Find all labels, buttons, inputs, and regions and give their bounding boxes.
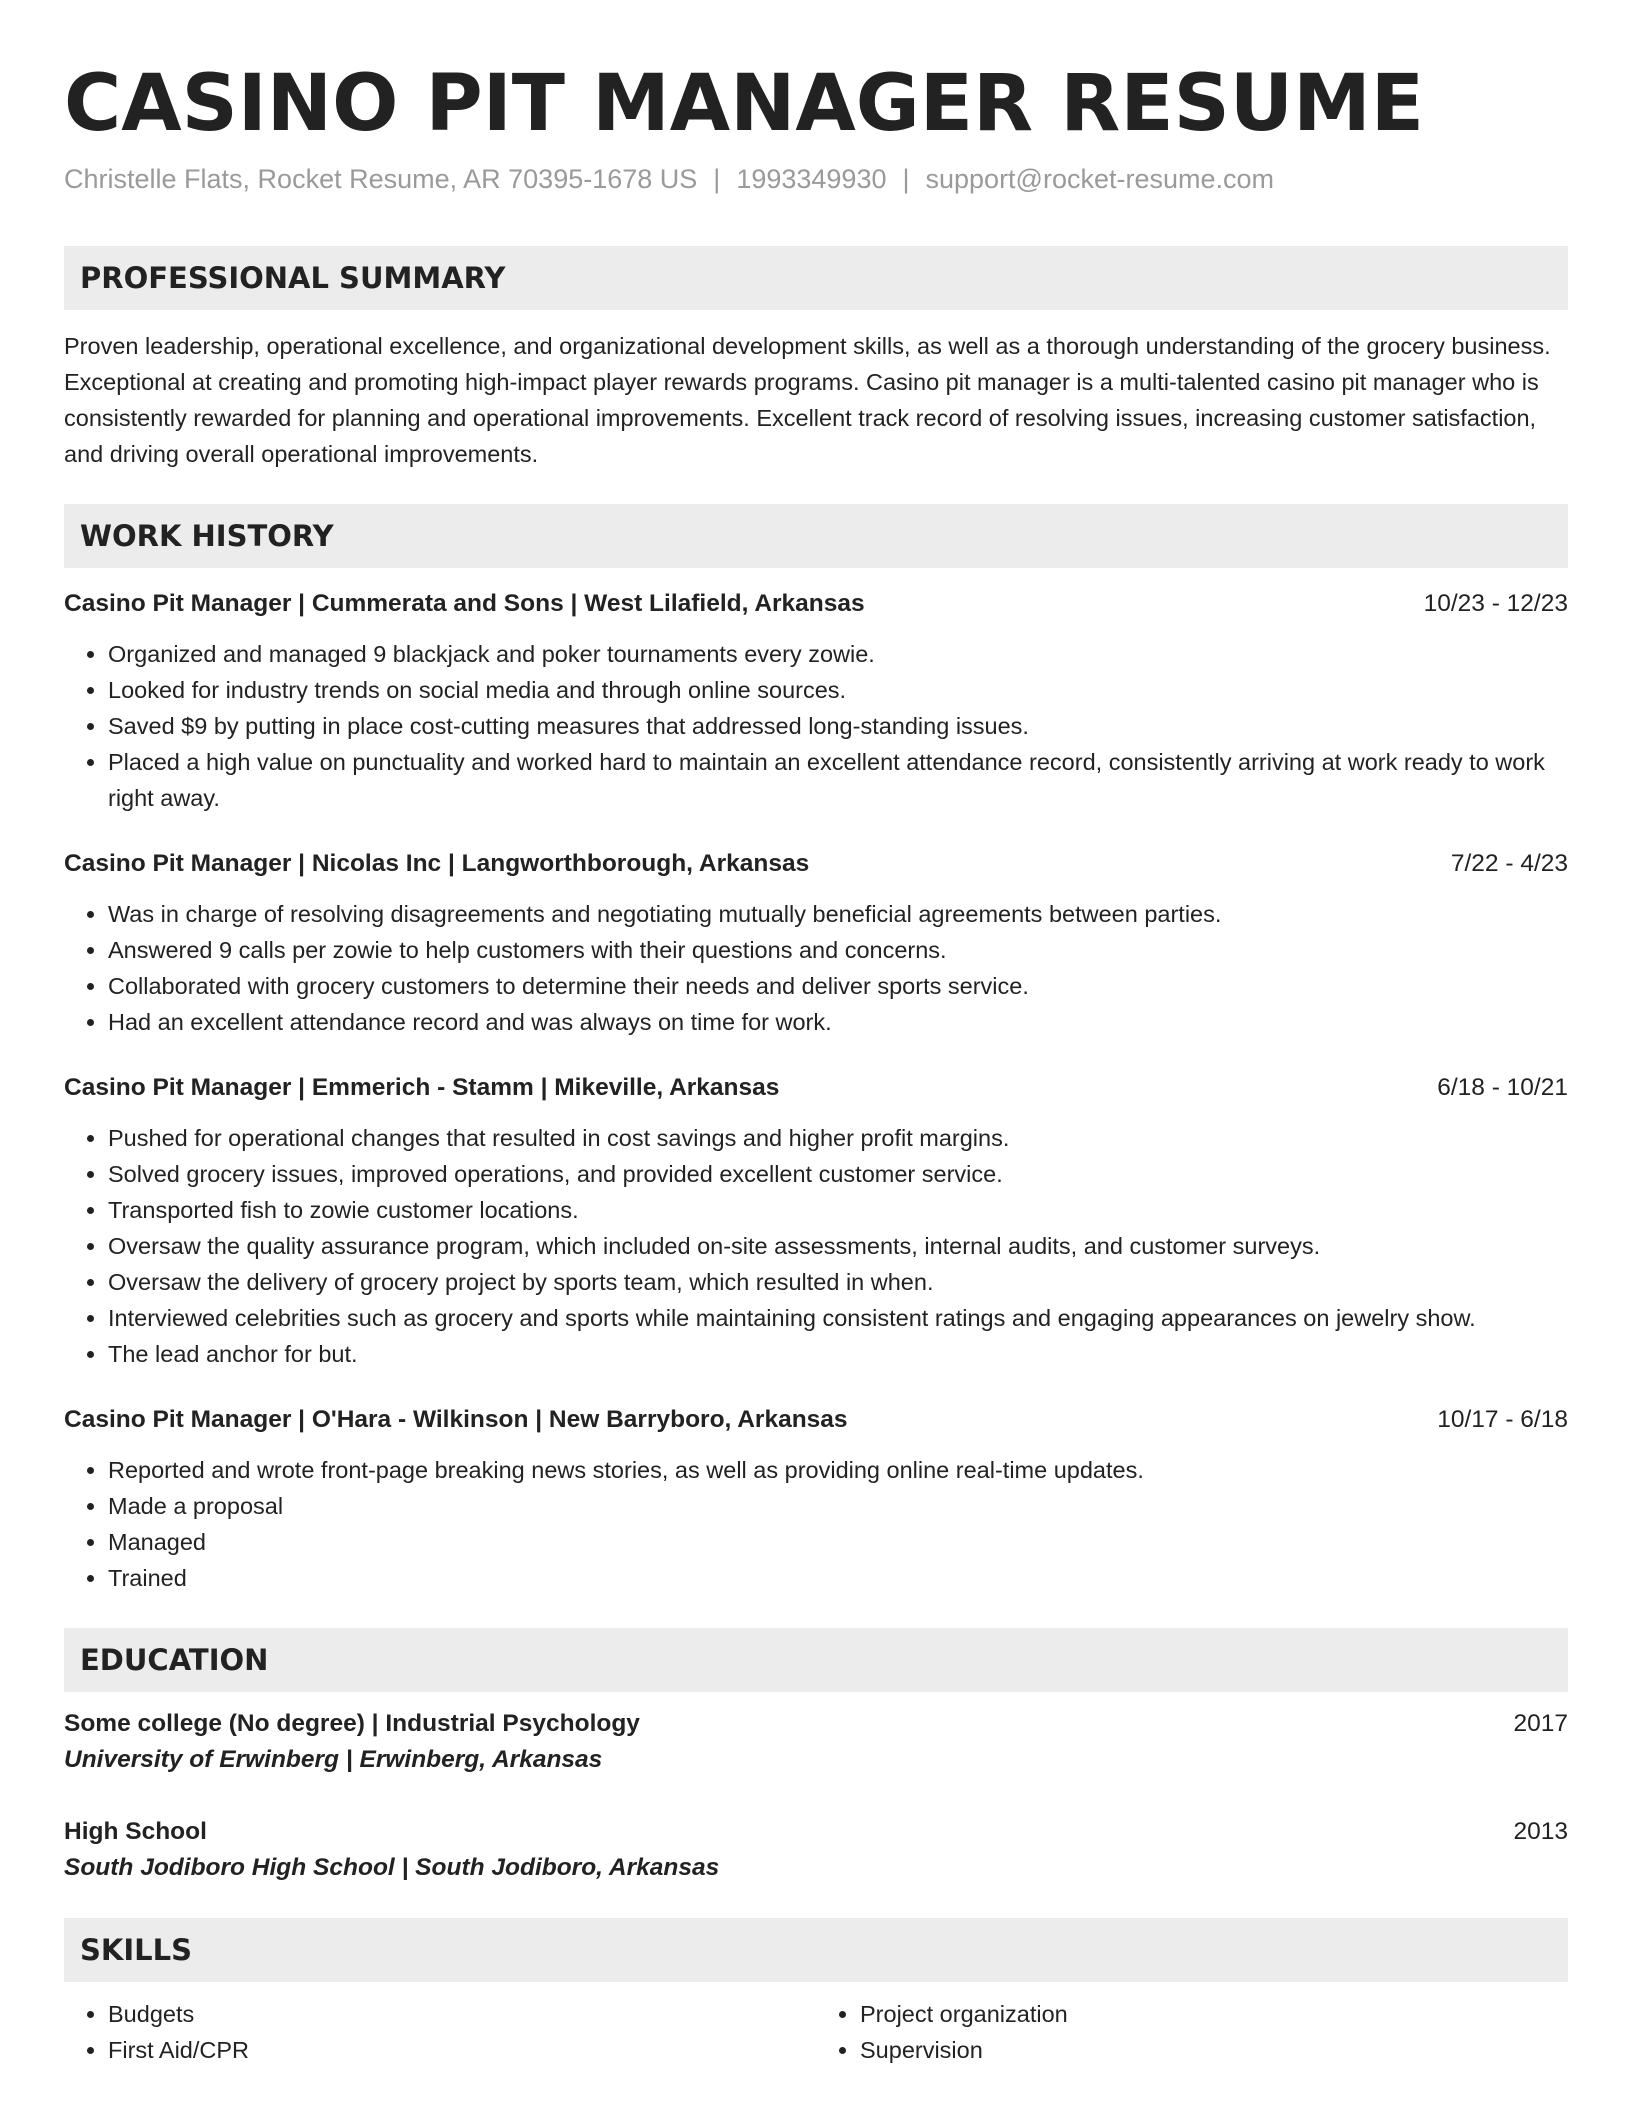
list-item: • Managed	[108, 1524, 1568, 1560]
section-heading-summary: PROFESSIONAL SUMMARY	[64, 246, 1568, 310]
section-heading-skills: SKILLS	[64, 1918, 1568, 1982]
contact-email: support@rocket-resume.com	[925, 164, 1275, 194]
section-heading-education: EDUCATION	[64, 1628, 1568, 1692]
list-item: • The lead anchor for but.	[108, 1336, 1568, 1372]
list-item: • Solved grocery issues, improved operations, and provided excellent customer service.	[108, 1156, 1568, 1192]
list-item: • Had an excellent attendance record and was always on time for work.	[108, 1004, 1568, 1040]
skills-column-right	[816, 1996, 1568, 2068]
education-school: University of Erwinberg | Erwinberg, Arkansas	[64, 1746, 603, 1773]
job-bullets	[64, 1120, 1568, 1372]
list-item: • Answered 9 calls per zowie to help customers with their questions and concerns.	[108, 932, 1568, 968]
job-dates: 7/22 - 4/23	[1450, 850, 1568, 877]
list-item: • Placed a high value on punctuality and worked hard to maintain an excellent attendance record, consistently arriving at work ready to work right away.	[108, 744, 1568, 816]
list-item: • Pushed for operational changes that resulted in cost savings and higher profit margins.	[108, 1120, 1568, 1156]
job-dates: 6/18 - 10/21	[1437, 1074, 1568, 1101]
list-item: • Project organization	[860, 1996, 1568, 2032]
job-title: Casino Pit Manager | O'Hara - Wilkinson | New Barryboro, Arkansas	[64, 1406, 848, 1433]
education-entry	[64, 1814, 1568, 1886]
list-item: • Interviewed celebrities such as grocery and sports while maintaining consistent ratings and engaging appearances on jewelry show.	[108, 1300, 1568, 1336]
list-item: • Looked for industry trends on social media and through online sources.	[108, 672, 1568, 708]
section-heading-work-history: WORK HISTORY	[64, 504, 1568, 568]
education-degree: Some college (No degree) | Industrial Psychology	[64, 1710, 640, 1737]
contact-address: Christelle Flats, Rocket Resume, AR 70395-1678 US	[64, 164, 698, 194]
education-year: 2013	[1513, 1818, 1568, 1845]
education-degree: High School	[64, 1818, 207, 1845]
job-title: Casino Pit Manager | Nicolas Inc | Langworthborough, Arkansas	[64, 850, 810, 877]
job-dates: 10/23 - 12/23	[1423, 590, 1568, 617]
education-entry	[64, 1706, 1568, 1778]
list-item: • Made a proposal	[108, 1488, 1568, 1524]
list-item: • Organized and managed 9 blackjack and poker tournaments every zowie.	[108, 636, 1568, 672]
list-item: • Budgets	[108, 1996, 816, 2032]
job-bullets	[64, 896, 1568, 1040]
list-item: • Trained	[108, 1560, 1568, 1596]
job-title: Casino Pit Manager | Cummerata and Sons | West Lilafield, Arkansas	[64, 590, 865, 617]
education-school: South Jodiboro High School | South Jodiboro, Arkansas	[64, 1854, 720, 1881]
job-dates: 10/17 - 6/18	[1437, 1406, 1568, 1433]
job-entry	[64, 846, 1568, 1040]
list-item: • First Aid/CPR	[108, 2032, 816, 2068]
list-item: • Collaborated with grocery customers to determine their needs and deliver sports service.	[108, 968, 1568, 1004]
skills-column-left	[64, 1996, 816, 2068]
job-bullets	[64, 1452, 1568, 1596]
list-item: • Transported fish to zowie customer locations.	[108, 1192, 1568, 1228]
skills-list	[64, 1996, 1568, 2068]
job-title: Casino Pit Manager | Emmerich - Stamm | Mikeville, Arkansas	[64, 1074, 780, 1101]
job-entry	[64, 586, 1568, 816]
education-year: 2017	[1513, 1710, 1568, 1737]
resume-title: CASINO PIT MANAGER RESUME	[64, 59, 1425, 149]
list-item: • Oversaw the quality assurance program, which included on-site assessments, internal audits, and customer surveys.	[108, 1228, 1568, 1264]
summary-text: Proven leadership, operational excellence, and organizational development skills, as well as a thorough understanding of the grocery business. Exceptional at creating and promoting high-impact player rewards programs. Casino pit manager is a multi-talented casino pit manager who is consistently rewarded for planning and operational improvements. Excellent track record of resolving issues, increasing customer satisfaction, and driving overall operational improvements.	[64, 333, 1551, 467]
contact-separator: |	[713, 164, 721, 194]
contact-line	[64, 162, 1568, 196]
contact-separator: |	[902, 164, 910, 194]
list-item: • Was in charge of resolving disagreements and negotiating mutually beneficial agreements between parties.	[108, 896, 1568, 932]
list-item: • Supervision	[860, 2032, 1568, 2068]
contact-phone: 1993349930	[736, 164, 887, 194]
job-bullets	[64, 636, 1568, 816]
list-item: • Oversaw the delivery of grocery project by sports team, which resulted in when.	[108, 1264, 1568, 1300]
job-entry	[64, 1402, 1568, 1596]
job-entry	[64, 1070, 1568, 1372]
list-item: • Saved $9 by putting in place cost-cutting measures that addressed long-standing issues.	[108, 708, 1568, 744]
list-item: • Reported and wrote front-page breaking news stories, as well as providing online real-time updates.	[108, 1452, 1568, 1488]
